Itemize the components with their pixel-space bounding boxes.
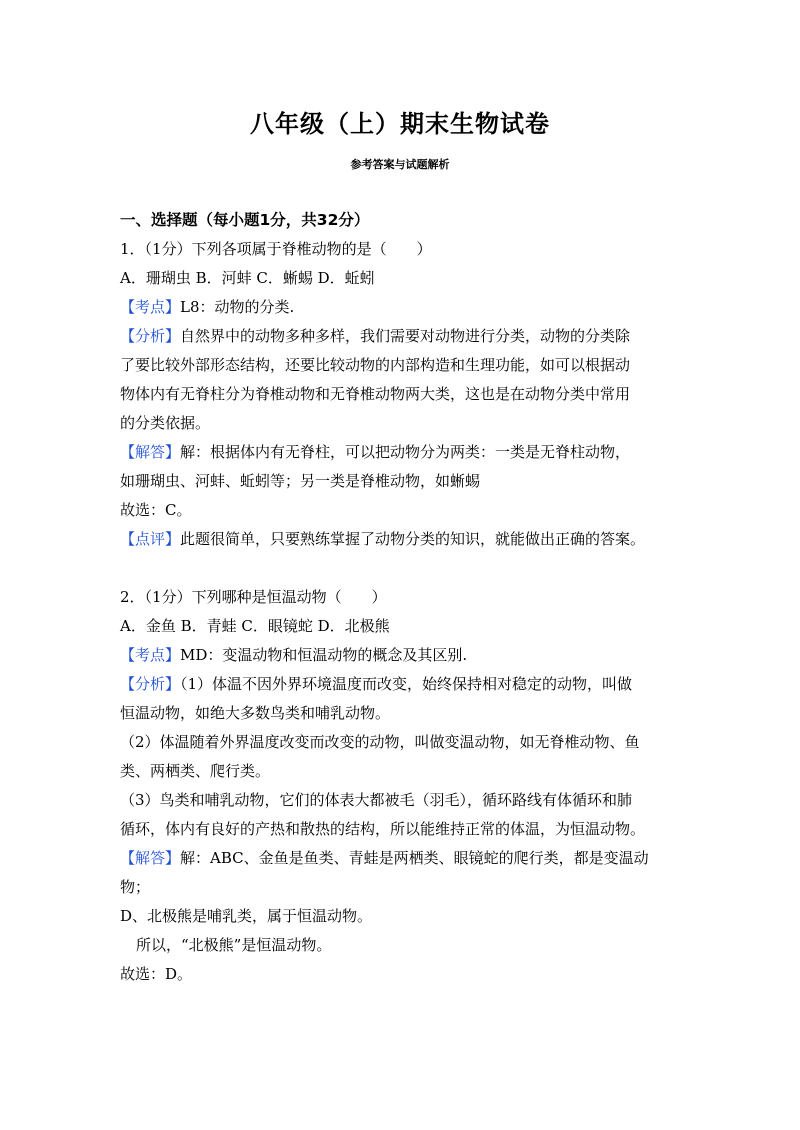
fenxi-text: 自然界中的动物多种多样，我们需要对动物进行分类，动物的分类除 <box>180 327 631 345</box>
fenxi-text: 了要比较外部形态结构，还要比较动物的内部构造和生理功能，如可以根据动 <box>120 356 631 374</box>
kaodian-text: L8：动物的分类. <box>180 298 295 316</box>
question-options: A．金鱼 B．青蛙 C．眼镜蛇 D．北极熊 <box>120 617 390 635</box>
fenxi-tag: 【分析】 <box>120 675 181 693</box>
fenxi-text: 类、两栖类、爬行类。 <box>120 762 271 780</box>
answer-text: 故选：D。 <box>120 965 193 983</box>
jieda-row <box>120 844 685 873</box>
jieda-tag: 【解答】 <box>120 849 181 867</box>
dianping-row <box>120 525 685 554</box>
kaodian-text: MD：变温动物和恒温动物的概念及其区别. <box>180 646 468 664</box>
fenxi-text: 的分类依据。 <box>120 414 211 432</box>
fenxi-row <box>120 670 685 699</box>
kaodian-row <box>120 293 685 322</box>
jieda-text: 所以，“北极熊”是恒温动物。 <box>136 936 332 954</box>
fenxi-text: （3）鸟类和哺乳动物，它们的体表大都被毛（羽毛），循环路线有体循环和肺 <box>120 791 633 809</box>
question-2 <box>120 583 685 989</box>
fenxi-tag: 【分析】 <box>120 327 181 345</box>
question-stem: 1．（1分）下列各项属于脊椎动物的是（ ） <box>120 240 432 258</box>
jieda-text: 解：根据体内有无脊柱，可以把动物分为两类：一类是无脊柱动物， <box>180 443 631 461</box>
question-stem: 2．（1分）下列哪种是恒温动物（ ） <box>120 588 387 606</box>
question-options: A．珊瑚虫 B．河蚌 C．蜥蜴 D．蚯蚓 <box>120 269 375 287</box>
kaodian-row <box>120 641 685 670</box>
question-1 <box>120 235 685 554</box>
section-heading: 一、选择题（每小题1分，共32分） <box>120 211 370 229</box>
dianping-tag: 【点评】 <box>120 530 181 548</box>
spacer <box>120 554 685 583</box>
jieda-text: 物； <box>120 878 151 896</box>
kaodian-tag: 【考点】 <box>120 646 181 664</box>
answer-text: 故选：C。 <box>120 501 192 519</box>
fenxi-text: （1）体温不因外界环境温度而改变，始终保持相对稳定的动物，叫做 <box>180 675 633 693</box>
page-title: 八年级（上）期末生物试卷 <box>250 110 550 138</box>
jieda-tag: 【解答】 <box>120 443 181 461</box>
fenxi-row <box>120 322 685 351</box>
jieda-text: D、北极熊是哺乳类，属于恒温动物。 <box>120 907 373 925</box>
exam-content <box>120 206 685 989</box>
jieda-text: 解：ABC、金鱼是鱼类、青蛙是两栖类、眼镜蛇的爬行类，都是变温动 <box>180 849 649 867</box>
fenxi-text: 物体内有无脊柱分为脊椎动物和无脊椎动物两大类，这也是在动物分类中常用 <box>120 385 631 403</box>
jieda-row <box>120 438 685 467</box>
fenxi-text: 循环，体内有良好的产热和散热的结构，所以能维持正常的体温，为恒温动物。 <box>120 820 646 838</box>
kaodian-tag: 【考点】 <box>120 298 181 316</box>
fenxi-text: 恒温动物，如绝大多数鸟类和哺乳动物。 <box>120 704 391 722</box>
jieda-text: 如珊瑚虫、河蚌、蚯蚓等；另一类是脊椎动物，如蜥蜴 <box>120 472 481 490</box>
fenxi-text: （2）体温随着外界温度改变而改变的动物，叫做变温动物，如无脊椎动物、鱼 <box>120 733 640 751</box>
dianping-text: 此题很简单，只要熟练掌握了动物分类的知识，就能做出正确的答案。 <box>180 530 646 548</box>
page-subtitle: 参考答案与试题解析 <box>350 158 450 171</box>
